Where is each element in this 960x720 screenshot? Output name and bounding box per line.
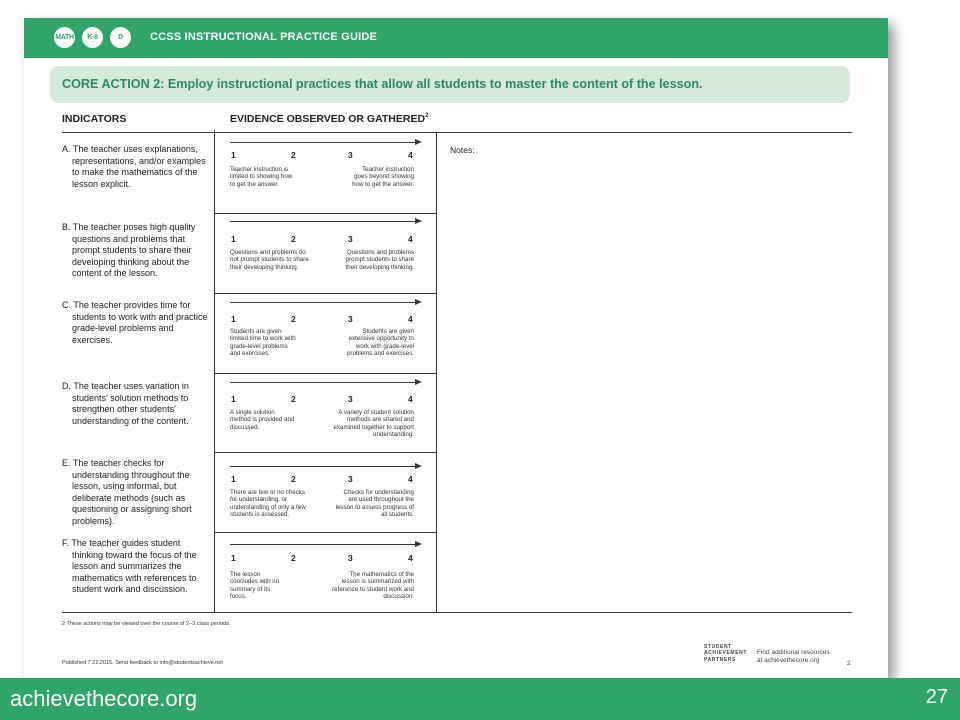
evidence-heading-text: EVIDENCE OBSERVED OR GATHERED: [230, 113, 426, 125]
scale-3-a: 3: [348, 150, 353, 160]
high-descriptor-a: Teacher instruction goes beyond showing how to get the answer.: [352, 166, 414, 188]
scale-arrow-f: [230, 544, 416, 545]
document-page-number: 2: [847, 660, 851, 667]
indicator-e: E. The teacher checks for understanding throughout the lesson, using informal, but deliberate methods (such as questioning or assigning short problems).: [62, 458, 192, 526]
find-resources: [757, 649, 830, 665]
scale-4-a: 4: [408, 150, 413, 160]
logo-line-1: STUDENT: [704, 644, 732, 650]
table-header-rule: [62, 132, 852, 133]
notes-label: Notes:: [450, 145, 475, 155]
scale-3-d: 3: [348, 394, 353, 404]
indicator-b: B. The teacher poses high quality questions and problems that prompt students to share their developing thinking about the content of the lesson.: [62, 222, 196, 278]
high-descriptor-d: A variety of student solution methods are shared and examined together to support understanding.: [333, 409, 414, 439]
indicator-c: C. The teacher provides time for students to work with and practice grade-level problems and exercises.: [62, 300, 208, 345]
slide-footer: [0, 678, 960, 720]
scale-4-f: 4: [408, 553, 413, 563]
scale-3-c: 3: [348, 314, 353, 324]
row-divider-a: [214, 213, 436, 214]
version-badge: D: [110, 27, 131, 48]
row-divider-c: [214, 373, 436, 374]
scale-4-e: 4: [408, 474, 413, 484]
scale-arrow-d: [230, 382, 416, 383]
low-descriptor-a: Teacher instruction is limited to showing how to get the answer.: [230, 166, 293, 188]
scale-1-d: 1: [231, 394, 236, 404]
scale-2-d: 2: [291, 394, 296, 404]
evidence-footnote-mark: 2: [425, 113, 429, 119]
scale-4-c: 4: [408, 314, 413, 324]
scale-1-e: 1: [231, 474, 236, 484]
low-descriptor-f: The lesson concludes with no summary of its focus.: [230, 571, 280, 601]
scale-2-b: 2: [291, 234, 296, 244]
scale-1-c: 1: [231, 314, 236, 324]
core-action-text: CORE ACTION 2: Employ instructional practices that allow all students to master the content of the lesson.: [62, 77, 703, 91]
published-note: Published 7.22.2015. Send feedback to info@studentsachieve.net: [62, 660, 223, 666]
scale-2-a: 2: [291, 150, 296, 160]
row-divider-b: [214, 293, 436, 294]
logo-line-3: PARTNERS: [704, 656, 736, 663]
evidence-heading: [230, 113, 428, 125]
student-achievement-partners-logo: [704, 644, 747, 663]
scale-2-c: 2: [291, 314, 296, 324]
high-descriptor-f: The mathematics of the lesson is summarized with reference to student work and discussion.: [332, 571, 414, 601]
slide-number: 27: [925, 686, 948, 708]
low-descriptor-d: A single solution method is provided and discussed.: [230, 409, 295, 431]
core-action-banner: [50, 66, 850, 103]
scale-3-f: 3: [348, 553, 353, 563]
high-descriptor-e: Checks for understanding are used throughout the lesson to assess progress of all students.: [335, 489, 414, 519]
low-descriptor-b: Questions and problems do not prompt students to share their developing thinking.: [230, 249, 309, 271]
notes-divider: [436, 132, 437, 612]
document-page: [24, 18, 888, 678]
high-descriptor-c: Students are given extensive opportunity to work with grade-level problems and exercises.: [346, 328, 414, 358]
scale-3-e: 3: [348, 474, 353, 484]
math-badge: MATH: [54, 27, 75, 48]
scale-1-b: 1: [231, 234, 236, 244]
scale-4-d: 4: [408, 394, 413, 404]
scale-2-f: 2: [291, 553, 296, 563]
indicator-a: A. The teacher uses explanations, representations, and/or examples to make the mathematics of the lesson explicit.: [62, 144, 206, 189]
scale-arrow-c: [230, 302, 416, 303]
find-resources-line-1: Find additional resources: [757, 649, 830, 656]
table-bottom-rule: [62, 612, 852, 613]
low-descriptor-c: Students are given limited time to work with grade-level problems and exercises.: [230, 328, 296, 358]
scale-arrow-e: [230, 466, 416, 467]
guide-header: [24, 18, 888, 58]
find-resources-line-2: at achievethecore.org: [757, 657, 820, 664]
footnote: 2 These actions may be viewed over the course of 2–3 class periods.: [62, 621, 231, 627]
scale-arrow-a: [230, 142, 416, 143]
scale-1-a: 1: [231, 150, 236, 160]
low-descriptor-e: There are few or no checks for understanding, or understanding of only a few students is assessed.: [230, 489, 306, 519]
site-url: achievethecore.org: [10, 686, 198, 711]
indicators-heading: INDICATORS: [62, 113, 127, 125]
logo-line-2: ACHIEVEMENT: [704, 650, 747, 657]
row-divider-e: [214, 532, 436, 533]
guide-title: CCSS INSTRUCTIONAL PRACTICE GUIDE: [150, 31, 378, 43]
column-divider: [214, 130, 215, 612]
scale-3-b: 3: [348, 234, 353, 244]
grade-badge: K-8: [82, 27, 103, 48]
scale-1-f: 1: [231, 553, 236, 563]
scale-4-b: 4: [408, 234, 413, 244]
high-descriptor-b: Questions and problems prompt students to share their developing thinking.: [345, 249, 414, 271]
indicator-f: F. The teacher guides student thinking toward the focus of the lesson and summarizes the mathematics with references to student work and discussion.: [62, 538, 197, 594]
row-divider-d: [214, 452, 436, 453]
scale-arrow-b: [230, 221, 416, 222]
indicator-d: D. The teacher uses variation in students' solution methods to strengthen other students' understanding of the content.: [62, 381, 189, 426]
scale-2-e: 2: [291, 474, 296, 484]
